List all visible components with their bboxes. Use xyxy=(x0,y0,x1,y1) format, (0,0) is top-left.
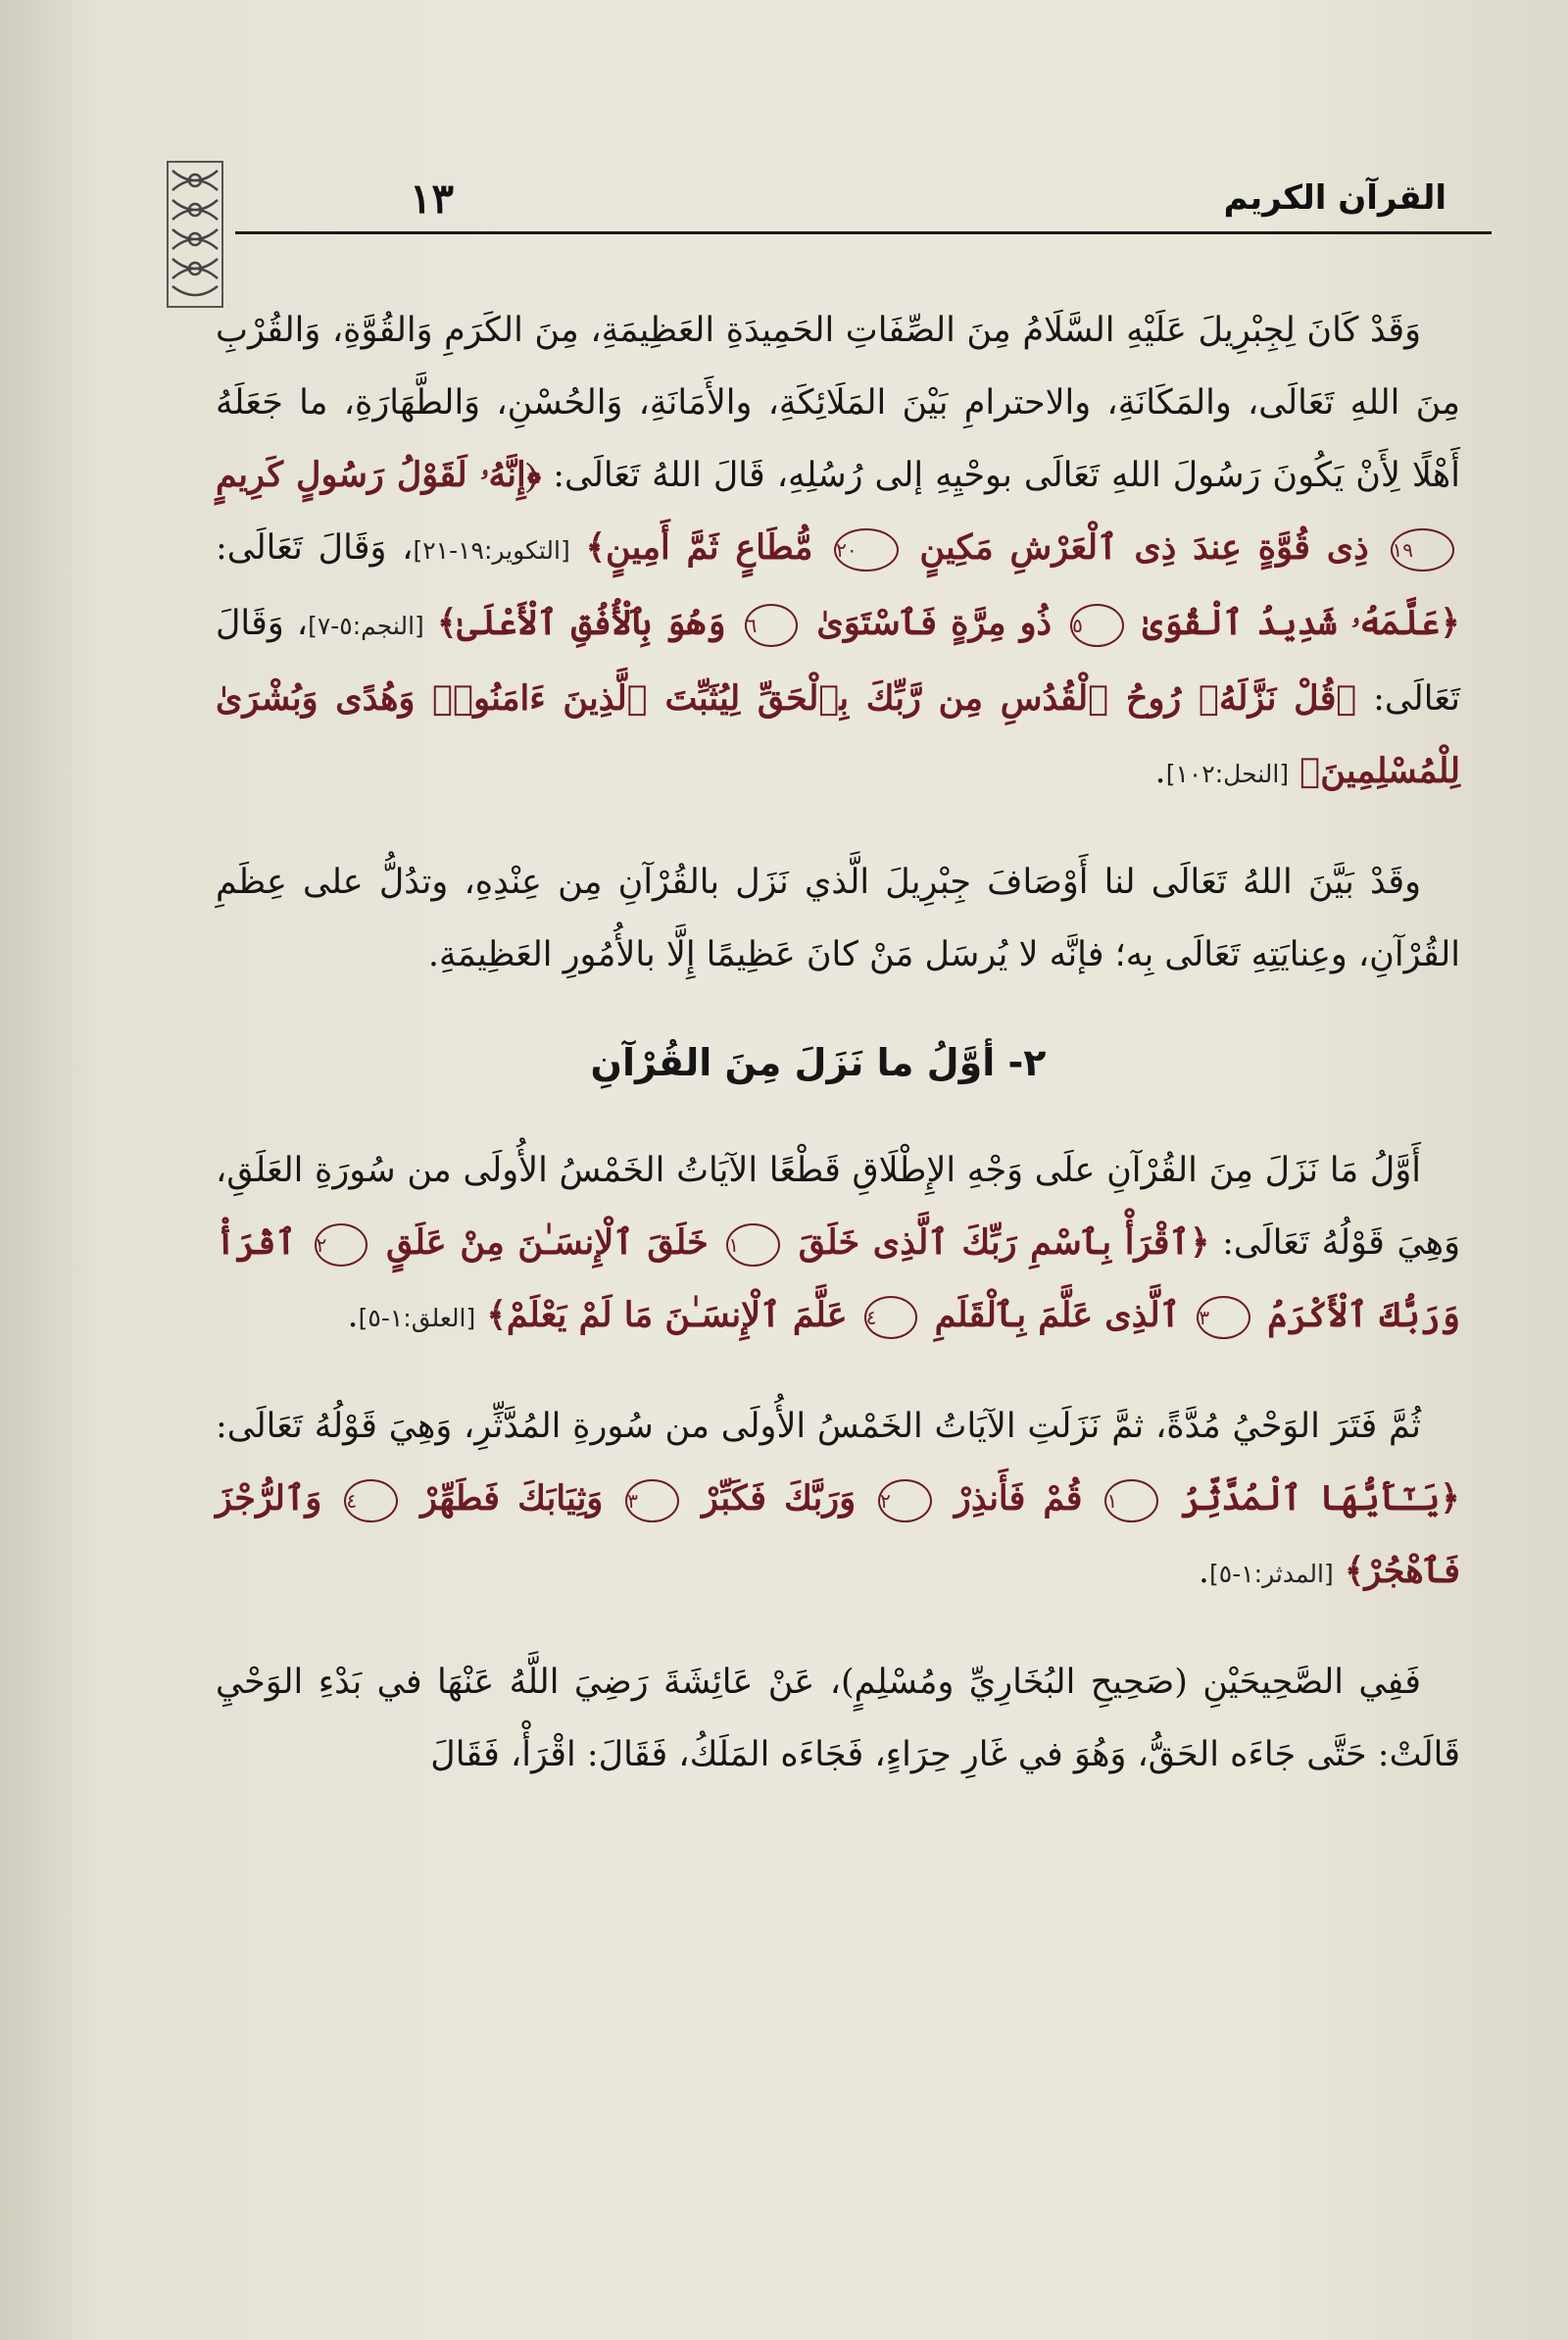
quran-verse: وَٱلرُّجْزَ فَٱهْجُرْ﴾ xyxy=(216,1478,1460,1591)
page-number: ١٣ xyxy=(410,174,455,223)
quran-verse: ﴿يَـٰٓأَيُّهَا ٱلْمُدَّثِّرُ xyxy=(1181,1478,1460,1519)
ayah-number: ٥ xyxy=(1070,604,1124,647)
verse-citation: [النحل:١٠٢] xyxy=(1165,760,1290,788)
quran-verse: ٱلَّذِى عَلَّمَ بِٱلْقَلَمِ xyxy=(934,1295,1181,1335)
verse-citation: [العلق:١-٥] xyxy=(358,1304,476,1332)
ayah-number: ٣ xyxy=(1197,1296,1250,1339)
quran-verse: ﴿عَلَّمَهُۥ شَدِيدُ ٱلْقُوَىٰ xyxy=(1142,603,1460,643)
quran-verse: ﴿إِنَّهُۥ لَقَوْلُ رَسُولٍ كَرِيمٍ xyxy=(216,455,542,495)
ayah-number: ٢ xyxy=(878,1479,932,1522)
ayah-number: ١٩ xyxy=(1391,528,1454,572)
text: ، وَقَالَ تَعَالَى: xyxy=(216,528,414,568)
text: ، وَقَالَ تَعَالَى: xyxy=(216,604,1460,719)
ayah-number: ٣ xyxy=(625,1479,679,1522)
quran-verse: وَهُوَ بِٱلْأُفُقِ ٱلْأَعْلَىٰ﴾ xyxy=(436,603,726,643)
quran-verse: مُّطَاعٍ ثَمَّ أَمِينٍ﴾ xyxy=(585,527,813,568)
verse-citation: [التكوير:١٩-٢١] xyxy=(413,536,570,565)
ayah-number: ١ xyxy=(1104,1479,1158,1522)
paragraph-first-revelation xyxy=(216,1134,1460,1355)
ayah-number: ٢ xyxy=(315,1223,368,1267)
ayah-number: ٤ xyxy=(864,1296,918,1339)
text: . xyxy=(347,1296,359,1335)
quran-verse: ذُو مِرَّةٍ فَٱسْتَوَىٰ xyxy=(816,603,1053,643)
text: أَوَّلُ مَا نَزَلَ مِنَ القُرْآنِ علَى وَجْهِ الإِطْلَاقِ قَطْعًا الآيَاتُ الخَمْسُ الأُولَى من سُورَةِ العَلَقِ، وَهِيَ قَوْلُهُ تَعَالَى: xyxy=(216,1151,1460,1263)
section-heading: ٢- أوَّلُ ما نَزَلَ مِنَ القُرْآنِ xyxy=(590,1041,1047,1084)
quran-verse: عَلَّمَ ٱلْإِنسَـٰنَ مَا لَمْ يَعْلَمْ﴾ xyxy=(486,1295,848,1335)
quran-verse: ذِى قُوَّةٍ عِندَ ذِى ٱلْعَرْشِ مَكِينٍ xyxy=(919,527,1369,568)
quran-verse: ٱقْرَأْ وَرَبُّكَ ٱلْأَكْرَمُ xyxy=(216,1222,1460,1335)
page-header xyxy=(157,157,1490,245)
ayah-number: ٤ xyxy=(344,1479,398,1522)
text: ثُمَّ فَتَرَ الوَحْيُ مُدَّةً، ثمَّ نَزَلَتِ الآيَاتُ الخَمْسُ الأُولَى من سُورةِ المُدَّثِّرِ، وَهِيَ قَوْلُهُ تَعَالَى: xyxy=(216,1407,1421,1446)
verse-citation: [المدثر:١-٥] xyxy=(1209,1560,1334,1588)
ayah-number: ١ xyxy=(726,1223,780,1267)
paragraph-muddaththir xyxy=(216,1390,1460,1611)
quran-verse: وَثِيَابَكَ فَطَهِّرْ xyxy=(420,1478,604,1519)
quran-verse: خَلَقَ ٱلْإِنسَـٰنَ مِنْ عَلَقٍ xyxy=(386,1222,709,1263)
ayah-number: ٦ xyxy=(745,604,799,647)
verse-citation: [النجم:٥-٧] xyxy=(308,612,424,640)
text: . xyxy=(1154,752,1166,791)
ayah-number: ٢٠ xyxy=(834,528,898,572)
paragraph-sahihayn: فَفِي الصَّحِيحَيْنِ (صَحِيحِ البُخَارِيِّ ومُسْلِمٍ)، عَنْ عَائِشَةَ رَضِيَ اللَّهُ عَنْهَا في بَدْءِ الوَحْيِ قَالَتْ: حَتَّى جَاءَه الحَقُّ، وَهُوَ في غَارِ حِرَاءٍ، فَجَاءَه المَلَكُ، فَقَالَ: اقْرَأْ، فَقَالَ xyxy=(216,1663,1460,1774)
text: وَقَدْ كَانَ لِجِبْرِيلَ عَلَيْهِ السَّلَامُ مِنَ الصِّفَاتِ الحَمِيدَةِ العَظِيمَةِ، مِنَ الكَرَمِ وَالقُوَّةِ، وَالقُرْبِ مِنَ اللهِ تَعَالَى، والمَكَانَةِ، والاحترامِ بَيْنَ المَلَائِكَةِ، والأَمَانَةِ، وَالحُسْنِ، وَالطَّهَارَةِ، ما جَعَلَهُ أَهْلًا لِأَنْ يَكُونَ رَسُولَ اللهِ تَعَالَى بوحْيِهِ إلى رُسُلِهِ، قَالَ اللهُ تَعَالَى: xyxy=(216,311,1460,495)
paragraph-jibril-attributes xyxy=(216,294,1460,811)
quran-verse: قُمْ فَأَنذِرْ xyxy=(954,1478,1083,1519)
text: . xyxy=(1198,1552,1209,1591)
body-text xyxy=(216,294,1460,1826)
quran-verse: ﴿ٱقْرَأْ بِٱسْمِ رَبِّكَ ٱلَّذِى خَلَقَ xyxy=(798,1222,1210,1263)
decorative-knot-ornament xyxy=(167,161,223,308)
header-rule xyxy=(235,231,1492,234)
running-title: القرآن الكريم xyxy=(1223,178,1446,218)
quran-verse: ﴿قُلْ نَزَّلَهُۥ رُوحُ ٱلْقُدُسِ مِن رَّبِّكَ بِٱلْحَقِّ لِيُثَبِّتَ ٱلَّذِينَ ءَامَنُوا۟ وَهُدًى وَبُشْرَىٰ لِلْمُسْلِمِينَ﴾ xyxy=(216,678,1460,791)
quran-verse: وَرَبَّكَ فَكَبِّرْ xyxy=(702,1478,857,1519)
paragraph-quran-greatness: وقَدْ بَيَّنَ اللهُ تَعَالَى لنا أَوْصَافَ جِبْرِيلَ الَّذي نَزَل بالقُرْآنِ مِن عِنْدِهِ، وتدُلُّ على عِظَمِ القُرْآنِ، وعِنايَتِهِ تَعَالَى بِه؛ فإنَّه لا يُرسَل مَنْ كانَ عَظِيمًا إِلَّا بالأُمُورِ العَظِيمَةِ. xyxy=(216,863,1460,974)
